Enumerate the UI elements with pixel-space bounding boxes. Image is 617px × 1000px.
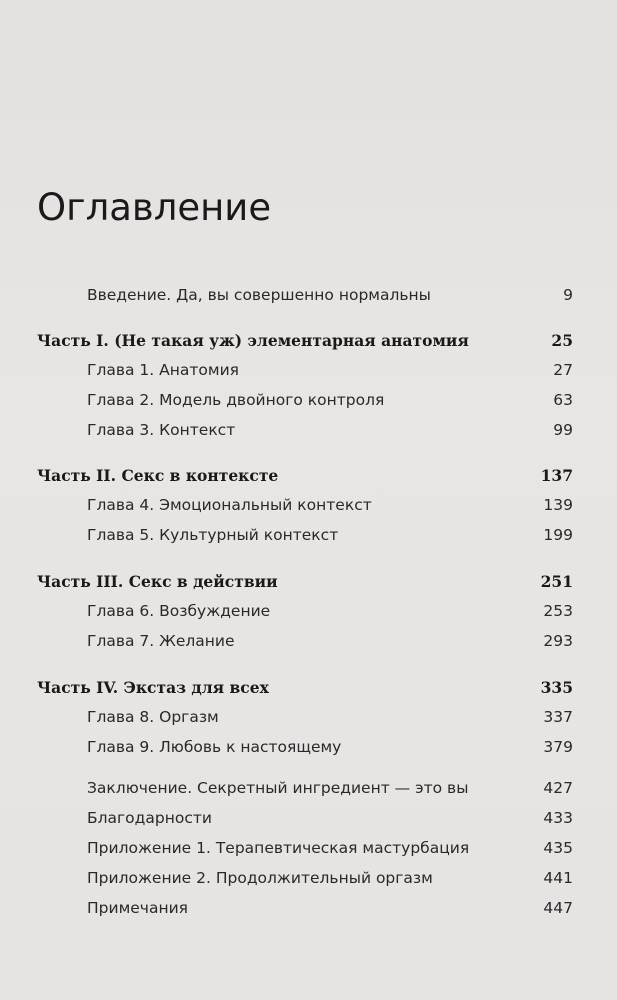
toc-part-label: Часть I. (Не такая уж) элементарная анатомия (37, 331, 469, 350)
toc-chapter-7[interactable] (0, 632, 617, 658)
toc-page-number: 379 (543, 738, 573, 756)
toc-chapter-3[interactable] (0, 421, 617, 447)
toc-part-2[interactable] (0, 466, 617, 492)
toc-page-number: 199 (543, 526, 573, 544)
toc-page-number: 335 (540, 678, 573, 697)
toc-chapter-9[interactable] (0, 738, 617, 764)
toc-page-number: 435 (543, 839, 573, 857)
toc-page-number: 253 (543, 602, 573, 620)
toc-page-number: 337 (543, 708, 573, 726)
toc-chapter-5[interactable] (0, 526, 617, 552)
toc-page-number: 137 (540, 466, 573, 485)
toc-page-number: 447 (543, 899, 573, 917)
toc-chapter-label: Глава 2. Модель двойного контроля (87, 391, 385, 409)
toc-part-1[interactable] (0, 331, 617, 357)
toc-chapter-label: Глава 9. Любовь к настоящему (87, 738, 342, 756)
toc-chapter-label: Глава 1. Анатомия (87, 361, 239, 379)
toc-entry-intro[interactable] (0, 286, 617, 312)
toc-page-number: 27 (553, 361, 573, 379)
toc-part-label: Часть IV. Экстаз для всех (37, 678, 269, 697)
toc-chapter-label: Глава 5. Культурный контекст (87, 526, 339, 544)
toc-chapter-label: Глава 4. Эмоциональный контекст (87, 496, 372, 514)
toc-chapter-2[interactable] (0, 391, 617, 417)
toc-chapter-label: Глава 6. Возбуждение (87, 602, 271, 620)
toc-page-number: 99 (553, 421, 573, 439)
toc-part-4[interactable] (0, 678, 617, 704)
toc-chapter-1[interactable] (0, 361, 617, 387)
toc-entry-label: Благодарности (87, 809, 212, 827)
toc-page-number: 25 (551, 331, 573, 350)
toc-entry-label: Примечания (87, 899, 188, 917)
toc-page-number: 293 (543, 632, 573, 650)
toc-entry-label: Введение. Да, вы совершенно нормальны (87, 286, 431, 304)
toc-page-number: 63 (553, 391, 573, 409)
toc-entry-conclusion[interactable] (0, 779, 617, 805)
toc-entry-notes[interactable] (0, 899, 617, 925)
toc-part-label: Часть III. Секс в действии (37, 572, 278, 591)
toc-page-number: 251 (540, 572, 573, 591)
toc-page-number: 433 (543, 809, 573, 827)
toc-chapter-label: Глава 7. Желание (87, 632, 235, 650)
toc-part-3[interactable] (0, 572, 617, 598)
toc-entry-label: Приложение 2. Продолжительный оргазм (87, 869, 433, 887)
toc-chapter-8[interactable] (0, 708, 617, 734)
toc-page-number: 427 (543, 779, 573, 797)
toc-entry-appendix-1[interactable] (0, 839, 617, 865)
toc-entry-label: Заключение. Секретный ингредиент — это вы (87, 779, 469, 797)
toc-entry-label: Приложение 1. Терапевтическая мастурбация (87, 839, 470, 857)
toc-chapter-4[interactable] (0, 496, 617, 522)
page-title: Оглавление (37, 186, 272, 229)
toc-chapter-6[interactable] (0, 602, 617, 628)
toc-part-label: Часть II. Секс в контексте (37, 466, 279, 485)
toc-entry-appendix-2[interactable] (0, 869, 617, 895)
toc-chapter-label: Глава 8. Оргазм (87, 708, 219, 726)
toc-chapter-label: Глава 3. Контекст (87, 421, 236, 439)
toc-page-number: 139 (543, 496, 573, 514)
toc-entry-acknowledgements[interactable] (0, 809, 617, 835)
toc-page-number: 441 (543, 869, 573, 887)
toc-page-number: 9 (563, 286, 573, 304)
